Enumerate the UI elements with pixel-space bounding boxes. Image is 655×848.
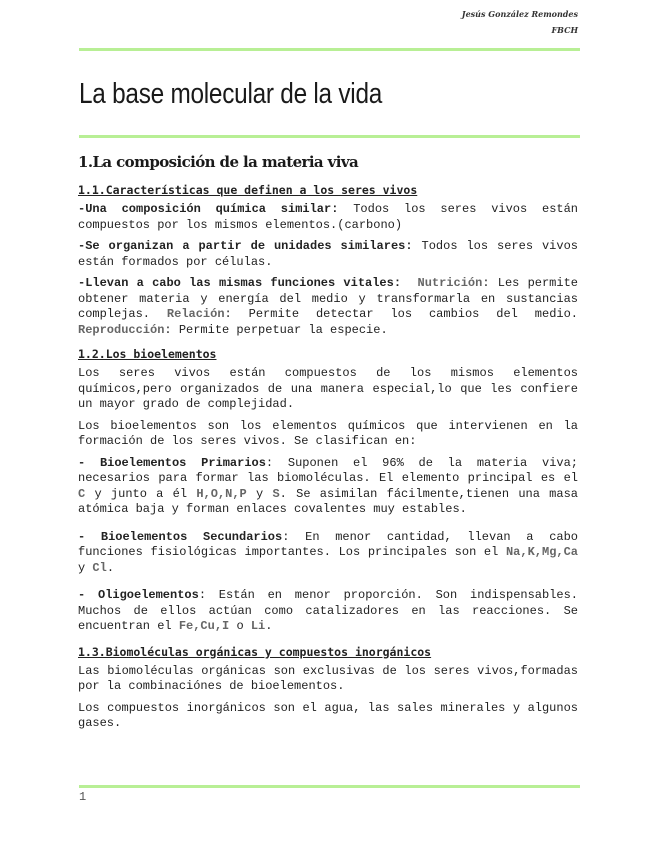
paragraph-bioelements-def: Los bioelementos son los elementos químicos que intervienen en la formación de los seres vivos. Se clasifican en: xyxy=(78,418,578,448)
label-secondary: - Bioelementos Secundarios xyxy=(78,529,283,544)
paragraph-biomolecules: Las biomoléculas orgánicas son exclusivas de los seres vivos,formadas por la combinaciónes de bioelementos. xyxy=(78,663,578,693)
header-author-block xyxy=(462,6,578,38)
paragraph-composition: -Una composición química similar: Todos los seres vivos están compuestos por los mismos elementos.(carbono) xyxy=(78,202,579,232)
paragraph-functions: -Llevan a cabo las mismas funciones vitales: Nutrición: Les permite obtener materia y energía del medio y transformarla en sustancias complejas. Relación: Permite detectar los cambios del medio. Reproducción: Permite perpetuar la especie. xyxy=(78,276,578,337)
author-name: Jesús González Remondes xyxy=(461,9,578,19)
term-nutricion: Nutrición xyxy=(417,276,483,290)
subsection-heading-1-1: 1.1.Características que definen a los seres vivos xyxy=(78,183,418,197)
label-organization: -Se organizan a partir de unidades similares: xyxy=(78,239,413,253)
label-primary: - Bioelementos Primarios xyxy=(78,455,266,470)
paragraph-primary: - Bioelementos Primarios: Suponen el 96% de la materia viva; necesarios para formar las biomoléculas. El elemento principal es el C y junto a él H,O,N,P y S. Se asimilan fácilmente,tienen una masa atómica baja y forman enlaces covalentes muy estables. xyxy=(78,455,578,516)
footer-divider xyxy=(79,785,580,788)
top-divider xyxy=(79,48,580,51)
term-relacion: Relación xyxy=(166,307,225,321)
subsection-heading-1-3: 1.3.Biomoléculas orgánicas y compuestos inorgánicos xyxy=(78,644,432,659)
label-composition: -Una composición química similar: xyxy=(78,202,339,216)
paragraph-secondary: - Bioelementos Secundarios: En menor cantidad, llevan a cabo funciones fisiológicas importantes. Los principales son el Na,K,Mg,Ca y Cl. xyxy=(78,529,578,575)
page-number: 1 xyxy=(79,790,87,804)
subsection-heading-1-2: 1.2.Los bioelementos xyxy=(78,347,217,361)
course-code: FBCH xyxy=(551,25,578,35)
paragraph-inorganic: Los compuestos inorgánicos son el agua, las sales minerales y algunos gases. xyxy=(78,700,578,730)
page-title: La base molecular de la vida xyxy=(79,78,383,110)
section-heading-1: 1.La composición de la materia viva xyxy=(78,153,359,171)
title-divider xyxy=(79,135,580,138)
label-functions: -Llevan a cabo las mismas funciones vitales: xyxy=(78,276,402,290)
label-oligo: - Oligoelementos xyxy=(78,588,199,602)
term-reproduccion: Reproducción xyxy=(78,322,165,337)
paragraph-organization: -Se organizan a partir de unidades similares: Todos los seres vivos están formados por células. xyxy=(78,239,578,269)
paragraph-oligo: - Oligoelementos: Están en menor proporción. Son indispensables. Muchos de ellos actúan como catalizadores en las reacciones. Se encuentran el Fe,Cu,I o Li. xyxy=(78,588,579,633)
document-body xyxy=(78,153,578,738)
paragraph-bioelements-intro: Los seres vivos están compuestos de los mismos elementos químicos,pero organizados de una manera especial,lo que les confiere un mayor grado de complejidad. xyxy=(78,366,578,411)
